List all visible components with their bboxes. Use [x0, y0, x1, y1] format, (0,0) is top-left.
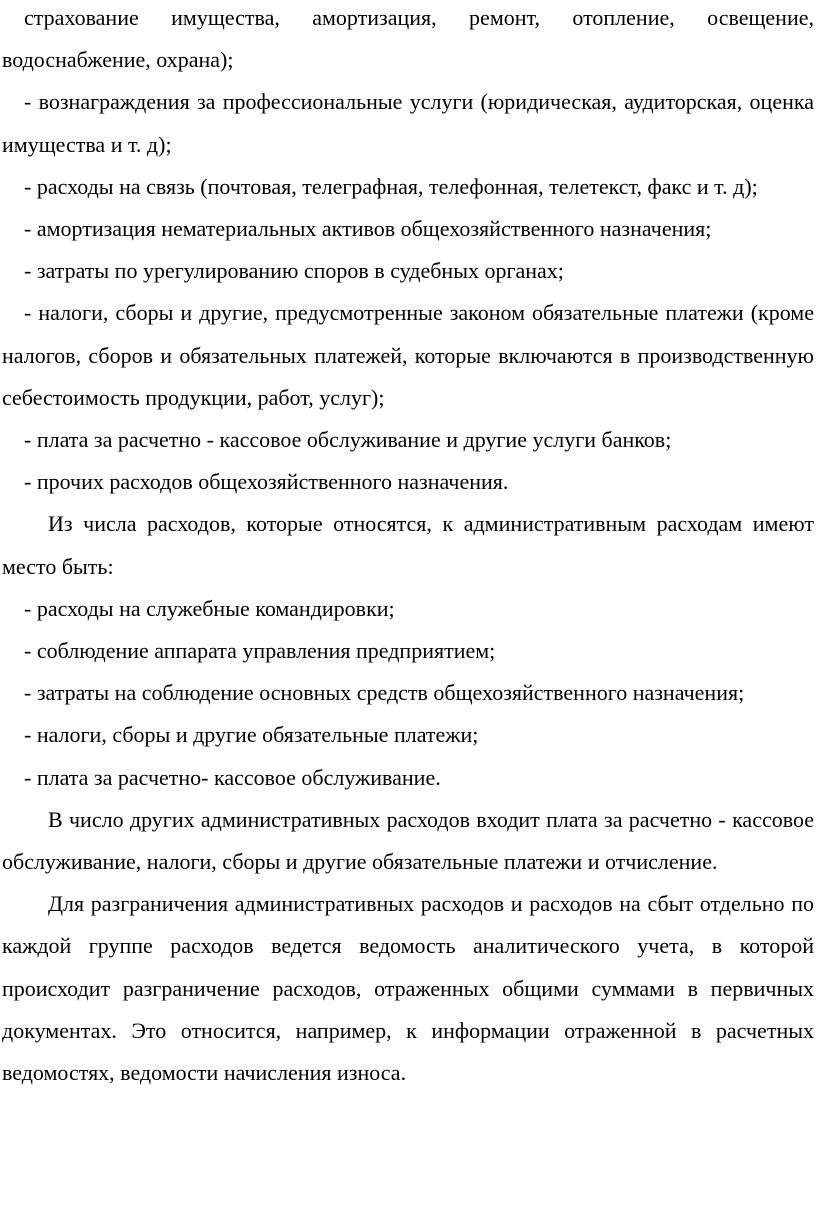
list-item-bank-services: - плата за расчетно - кассовое обслуживание и другие услуги банков; — [24, 427, 672, 453]
list-item-communication-costs: - расходы на связь (почтовая, телеграфная, телефонная, телетекст, факс и т. д); — [24, 173, 758, 199]
list-item-mandatory-payments: - налоги, сборы и другие обязательные платежи; — [24, 722, 479, 748]
list-item-fixed-assets: - затраты на соблюдение основных средств общехозяйственного назначения; — [24, 680, 745, 706]
list-item-business-trips: - расходы на служебные командировки; — [24, 595, 395, 621]
list-item-taxes-fees: - налоги, сборы и другие, предусмотренные законом обязательные платежи (кроме налогов, сборов и обязательных платежей, которые включаются в производственную себестоимость продукции, работ, услуг); — [2, 300, 814, 410]
paragraph-admin-expenses-intro: Из числа расходов, которые относятся, к административным расходам имеют место быть: — [2, 511, 814, 579]
list-item-dispute-costs: - затраты по урегулированию споров в судебных органах; — [24, 258, 564, 284]
paragraph-other-admin-expenses: В число других административных расходов входит плата за расчетно - кассовое обслуживание, налоги, сборы и другие обязательные платежи и отчисление. — [2, 806, 814, 875]
list-item-management-staff: - соблюдение аппарата управления предприятием; — [24, 638, 496, 664]
list-item-cash-services: - плата за расчетно- кассовое обслуживание. — [24, 764, 441, 790]
list-item-professional-fees: - вознаграждения за профессиональные услуги (юридическая, аудиторская, оценка имущества и т. д); — [2, 89, 814, 157]
list-item-intangible-amortization: - амортизация нематериальных активов общехозяйственного назначения; — [24, 216, 712, 242]
paragraph-expense-separation: Для разграничения административных расходов и расходов на сбыт отдельно по каждой группе расходов ведется ведомость аналитического учета, в которой происходит разграничение расходов, отраженных общими суммами в первичных документах. Это относится, например, к информации отраженной в расчетных ведомостях, ведомости начисления износа. — [2, 891, 814, 1086]
paragraph-property-insurance: страхование имущества, амортизация, ремонт, отопление, освещение, водоснабжение, охрана); — [2, 5, 814, 73]
list-item-other-general: - прочих расходов общехозяйственного назначения. — [24, 469, 509, 495]
